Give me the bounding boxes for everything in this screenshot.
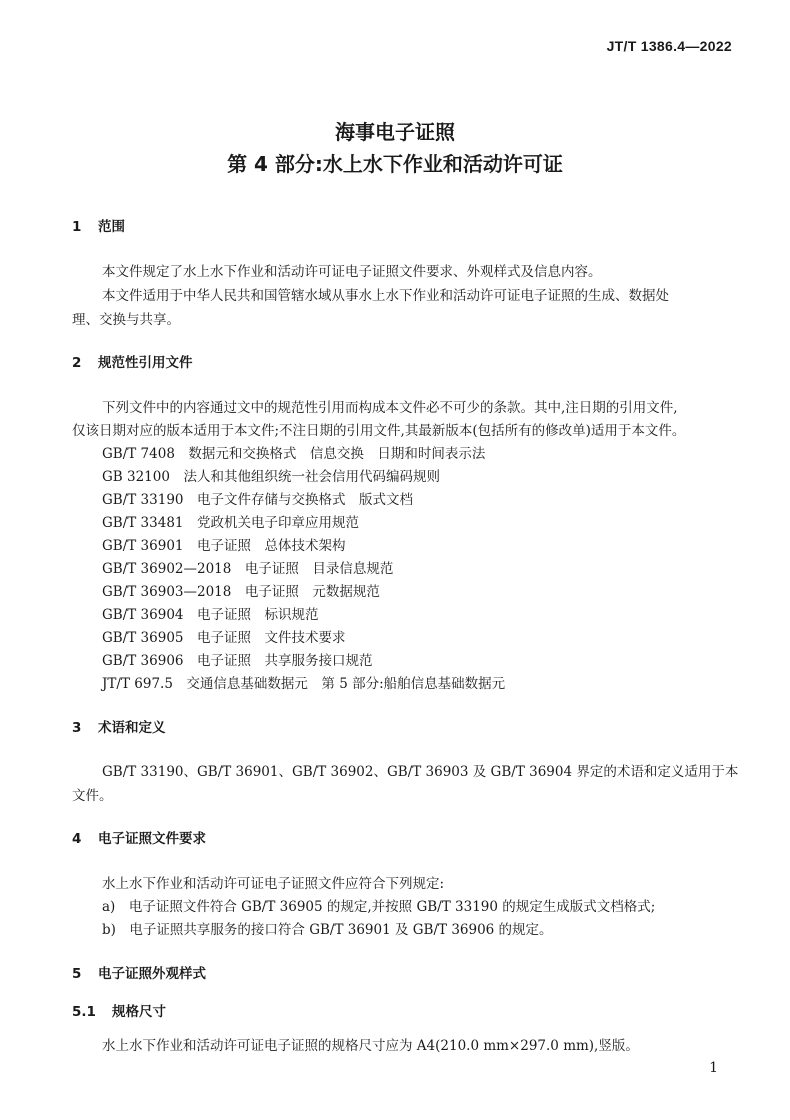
section-title: 术语和定义 (98, 720, 166, 736)
section-number: 2 (72, 355, 82, 371)
list-item: a) 电子证照文件符合 GB/T 36905 的规定,并按照 GB/T 33190 的规定生成版式文档格式; (102, 899, 656, 915)
section-title: 规范性引用文件 (98, 355, 193, 371)
list-item: b) 电子证照共享服务的接口符合 GB/T 36901 及 GB/T 36906 的规定。 (102, 922, 553, 938)
reference-item: JT/T 697.5 交通信息基础数据元 第 5 部分:船舶信息基础数据元 (102, 676, 506, 692)
subsection-number: 5.1 (72, 1004, 96, 1020)
reference-item: GB/T 33481 党政机关电子印章应用规范 (102, 515, 359, 531)
paragraph: 下列文件中的内容通过文中的规范性引用而构成本文件必不可少的条款。其中,注日期的引用文件, (102, 400, 678, 416)
reference-item: GB/T 36901 电子证照 总体技术架构 (102, 538, 346, 554)
paragraph: 本文件适用于中华人民共和国管辖水域从事水上水下作业和活动许可证电子证照的生成、数据处 (102, 288, 669, 304)
document-number: JT/T 1386.4—2022 (606, 38, 732, 54)
reference-item: GB/T 7408 数据元和交换格式 信息交换 日期和时间表示法 (102, 446, 486, 462)
section-number: 4 (72, 831, 82, 847)
paragraph-continuation: 文件。 (72, 788, 113, 804)
document-title: 海事电子证照 (335, 120, 455, 144)
subsection-5-1-heading (72, 1000, 166, 1020)
document-subtitle: 第 4 部分:水上水下作业和活动许可证 (227, 152, 563, 176)
section-title: 电子证照外观样式 (98, 966, 206, 982)
section-number: 5 (72, 966, 82, 982)
section-1-heading (72, 215, 125, 235)
page-number: 1 (709, 1060, 718, 1076)
reference-item: GB/T 33190 电子文件存储与交换格式 版式文档 (102, 492, 413, 508)
section-title: 电子证照文件要求 (98, 831, 206, 847)
paragraph: GB/T 33190、GB/T 36901、GB/T 36902、GB/T 36903 及 GB/T 36904 界定的术语和定义适用于本 (102, 764, 739, 780)
section-title: 范围 (98, 219, 125, 235)
paragraph-continuation: 仅该日期对应的版本适用于本文件;不注日期的引用文件,其最新版本(包括所有的修改单)适用于本文件。 (72, 423, 686, 439)
reference-item: GB/T 36904 电子证照 标识规范 (102, 607, 319, 623)
reference-item: GB/T 36905 电子证照 文件技术要求 (102, 630, 346, 646)
paragraph-continuation: 理、交换与共享。 (72, 312, 180, 328)
reference-item: GB/T 36906 电子证照 共享服务接口规范 (102, 653, 373, 669)
subsection-title: 规格尺寸 (112, 1004, 166, 1020)
section-4-heading (72, 827, 206, 847)
reference-item: GB 32100 法人和其他组织统一社会信用代码编码规则 (102, 469, 440, 485)
paragraph: 水上水下作业和活动许可证电子证照的规格尺寸应为 A4(210.0 mm×297.0 mm),竖版。 (102, 1038, 639, 1054)
paragraph: 水上水下作业和活动许可证电子证照文件应符合下列规定: (102, 876, 445, 892)
paragraph: 本文件规定了水上水下作业和活动许可证电子证照文件要求、外观样式及信息内容。 (102, 264, 602, 280)
section-5-heading (72, 962, 206, 982)
section-3-heading (72, 716, 166, 736)
section-number: 1 (72, 219, 82, 235)
section-2-heading (72, 351, 193, 371)
reference-item: GB/T 36902—2018 电子证照 目录信息规范 (102, 561, 394, 577)
reference-item: GB/T 36903—2018 电子证照 元数据规范 (102, 584, 380, 600)
section-number: 3 (72, 720, 82, 736)
